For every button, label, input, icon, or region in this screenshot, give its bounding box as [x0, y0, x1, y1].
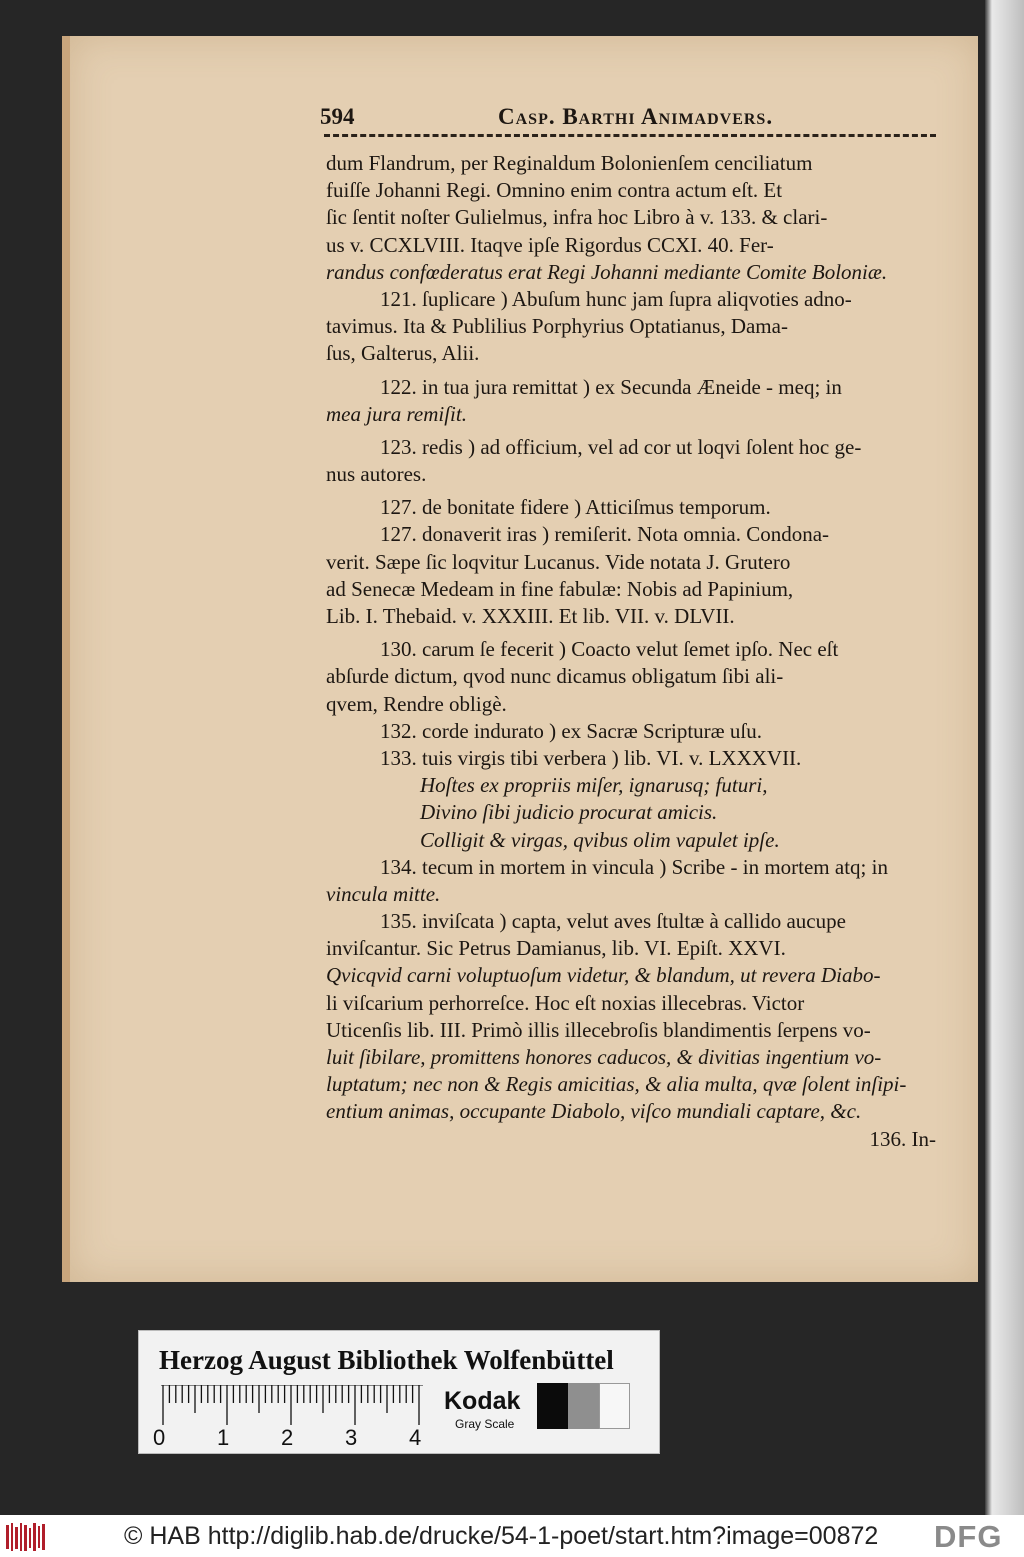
- gray-swatch-mid: [568, 1383, 599, 1429]
- text-line: qvem, Rendre obligè.: [326, 691, 507, 716]
- backdrop-edge: [985, 0, 1024, 1515]
- ruler-digit: 3: [345, 1425, 358, 1450]
- library-name: Herzog August Bibliothek Wolfenbüttel: [159, 1345, 614, 1375]
- text-line: ſic ſentit noſter Gulielmus, infra hoc Libro à v. 133. & clari-: [326, 205, 828, 230]
- text-line: luptatum; nec non & Regis amicitias, & alia multa, qvæ ſolent inſipi-: [326, 1072, 907, 1097]
- ruler-digit: 4: [409, 1425, 422, 1450]
- text-line: Lib. I. Thebaid. v. XXXIII. Et lib. VII. v. DLVII.: [326, 604, 735, 628]
- ruler-digit: 1: [217, 1425, 230, 1450]
- dfg-logo: DFG: [934, 1519, 1003, 1554]
- text-line: vincula mitte.: [326, 881, 441, 906]
- ruler-digit: 0: [153, 1425, 166, 1450]
- text-line: entium animas, occupante Diabolo, viſco mundiali captare, &c.: [326, 1099, 862, 1124]
- note-123: 123. redis ) ad officium, vel ad cor ut loqvi ſolent hoc ge-: [380, 434, 862, 459]
- kodak-logo: Kodak: [444, 1387, 521, 1415]
- ruler-digit: 2: [281, 1425, 294, 1450]
- text-line: Uticenſis lib. III. Primò illis illecebroſis blandimentis ſerpens vo-: [326, 1017, 871, 1042]
- text-line: inviſcantur. Sic Petrus Damianus, lib. VI. Epiſt. XXVI.: [326, 936, 786, 961]
- text-line: abſurde dictum, qvod nunc dicamus obligatum ſibi ali-: [326, 664, 784, 689]
- text-line: luit ſibilare, promittens honores caducos, & divitias ingentium vo-: [326, 1045, 882, 1069]
- note-135: 135. inviſcata ) capta, velut aves ſtultæ à callido aucupe: [380, 909, 846, 934]
- note-130: 130. carum ſe fecerit ) Coacto velut ſemet ipſo. Nec eſt: [380, 637, 839, 662]
- text-line: fuiſſe Johanni Regi. Omnino enim contra actum eſt. Et: [326, 178, 783, 203]
- text-line: nus autores.: [326, 462, 427, 487]
- note-121: 121. ſuplicare ) Abuſum hunc jam ſupra aliqvoties adno-: [380, 286, 852, 311]
- text-line: ad Senecæ Medeam in fine fabulæ: Nobis ad Papinium,: [326, 576, 794, 601]
- running-title: Casp. Barthi Animadvers.: [498, 104, 774, 129]
- verse-line: Divino ſibi judicio procurat amicis.: [420, 800, 718, 825]
- text-block: [326, 150, 940, 1153]
- note-122: 122. in tua jura remittat ) ex Secunda Æneide - meq; in: [380, 374, 842, 399]
- ruler-digits: [153, 1425, 433, 1449]
- text-line: us v. CCXLVIII. Itaqve ipſe Rigordus CCXI. 40. Fer-: [326, 232, 774, 257]
- verse-line: Colligit & virgas, qvibus olim vapulet ipſe.: [420, 827, 780, 852]
- gray-swatch-white: [599, 1383, 630, 1429]
- note-127a: 127. de bonitate fidere ) Atticiſmus temporum.: [380, 495, 771, 520]
- text-line: dum Flandrum, per Reginaldum Bolonienſem cenciliatum: [326, 151, 813, 175]
- footer-bar: [0, 1515, 1024, 1557]
- note-133: 133. tuis virgis tibi verbera ) lib. VI. v. LXXXVII.: [380, 745, 802, 770]
- ruler-icon: [161, 1385, 423, 1425]
- text-line: randus confœderatus erat Regi Johanni mediante Comite Boloniæ.: [326, 259, 888, 284]
- gray-swatch-black: [537, 1383, 568, 1429]
- text-line: Qvicqvid carni voluptuoſum videtur, & blandum, ut revera Diabo-: [326, 963, 881, 988]
- note-134: 134. tecum in mortem in vincula ) Scribe - in mortem atq; in: [380, 854, 888, 879]
- color-target-card: [138, 1330, 660, 1454]
- page-header: [320, 104, 940, 134]
- kodak-subtitle: Gray Scale: [455, 1417, 515, 1431]
- text-line: ſus, Galterus, Alii.: [326, 341, 480, 366]
- catchword: 136. In-: [869, 1126, 936, 1151]
- text-line: li viſcarium perhorreſce. Hoc eſt noxias illecebras. Victor: [326, 990, 805, 1015]
- verse-line: Hoſtes ex propriis miſer, ignarusq; futuri,: [420, 773, 768, 798]
- page-number: 594: [320, 104, 355, 129]
- note-127b: 127. donaverit iras ) remiſerit. Nota omnia. Condona-: [380, 522, 830, 547]
- text-line: verit. Sæpe ſic loqvitur Lucanus. Vide notata J. Grutero: [326, 549, 791, 574]
- copyright-url: © HAB http://diglib.hab.de/drucke/54-1-poet/start.htm?image=00872: [124, 1522, 879, 1550]
- note-132: 132. corde indurato ) ex Sacræ Scripturæ uſu.: [380, 718, 762, 743]
- text-line: mea jura remiſit.: [326, 401, 467, 426]
- barcode-logo-icon: [6, 1523, 48, 1551]
- header-rule: [324, 134, 936, 137]
- text-line: tavimus. Ita & Publilius Porphyrius Optatianus, Dama-: [326, 314, 788, 339]
